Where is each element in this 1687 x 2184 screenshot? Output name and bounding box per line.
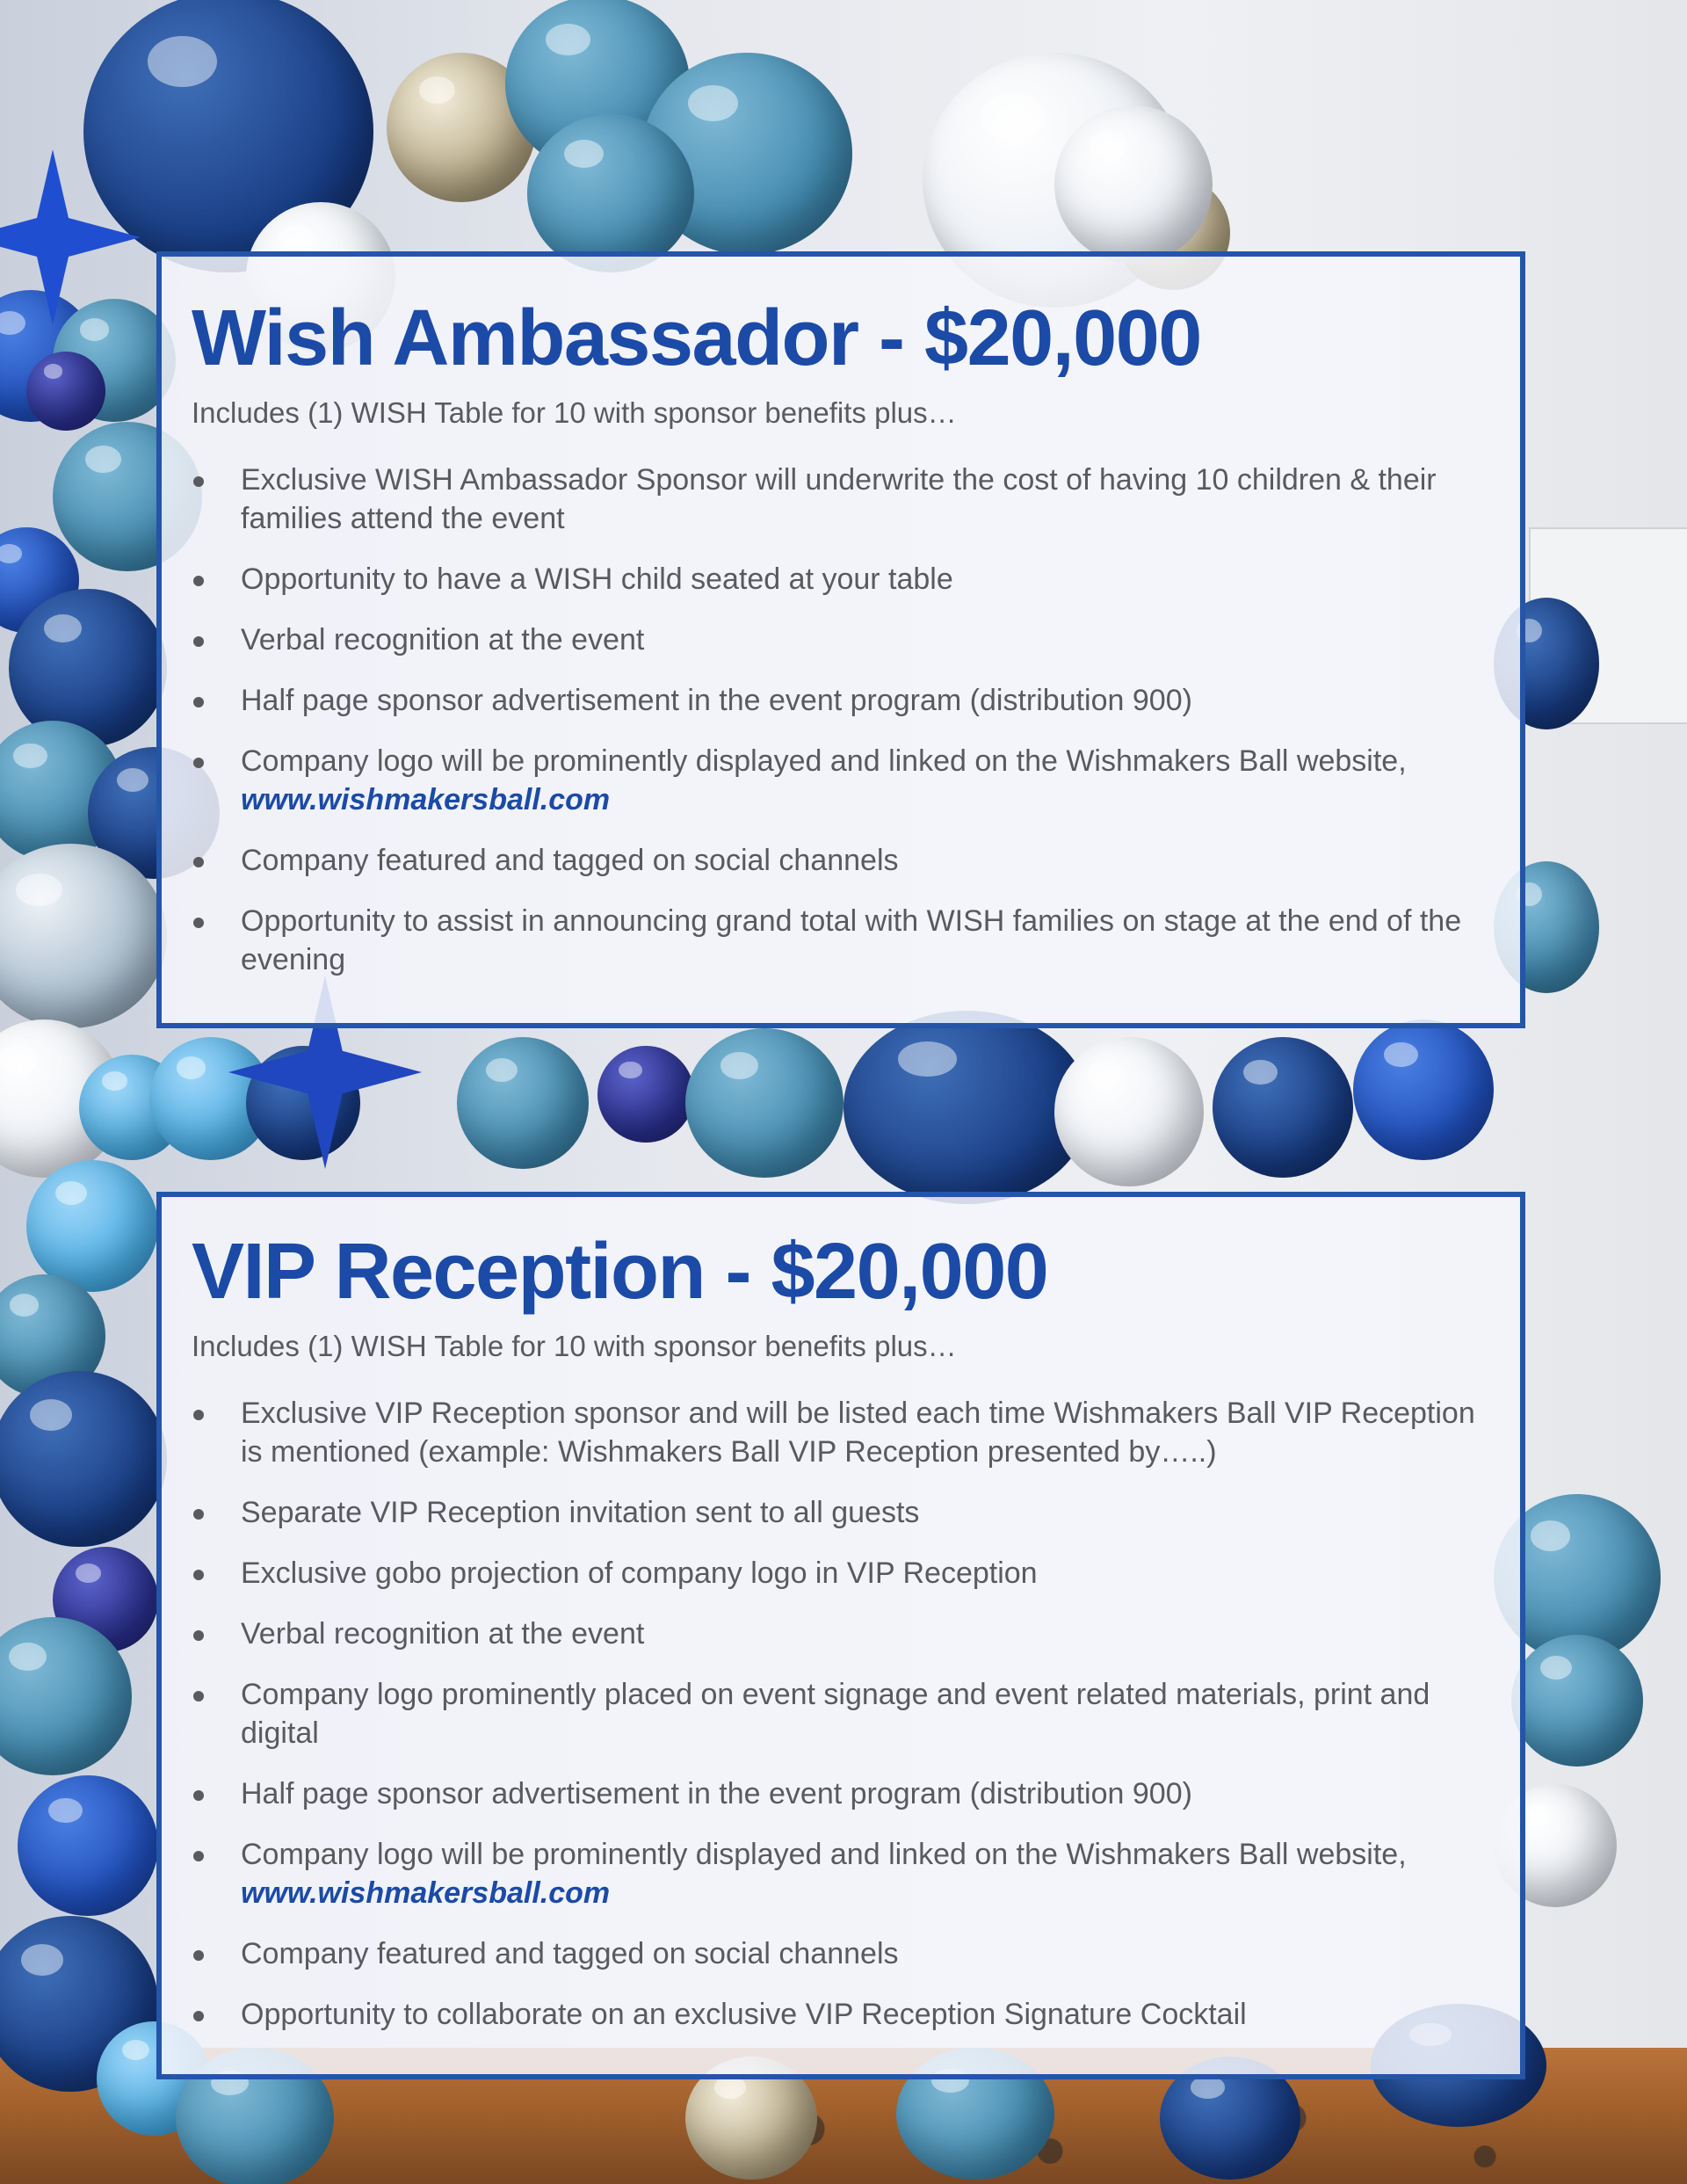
balloon bbox=[457, 1037, 589, 1169]
bullet-icon bbox=[193, 1691, 204, 1701]
benefit-item bbox=[192, 681, 1487, 720]
sponsorship-card-wish-ambassador bbox=[156, 251, 1525, 1028]
benefit-item bbox=[192, 1614, 1487, 1653]
benefit-item bbox=[192, 461, 1487, 538]
benefit-item bbox=[192, 620, 1487, 659]
bullet-icon bbox=[193, 697, 204, 707]
benefit-text: Exclusive gobo projection of company logo in VIP Reception bbox=[241, 1556, 1038, 1590]
website-link[interactable]: www.wishmakersball.com bbox=[241, 1876, 611, 1910]
bullet-icon bbox=[193, 476, 204, 487]
benefit-item bbox=[192, 1394, 1487, 1471]
benefit-text: Opportunity to have a WISH child seated at your table bbox=[241, 562, 953, 596]
bullet-icon bbox=[193, 2011, 204, 2021]
benefit-text: Exclusive WISH Ambassador Sponsor will underwrite the cost of having 10 children & their families attend the event bbox=[241, 462, 1437, 535]
benefit-item bbox=[192, 742, 1487, 819]
card-title: Wish Ambassador - $20,000 bbox=[192, 294, 1201, 382]
benefit-item bbox=[192, 1493, 1487, 1532]
card-title: VIP Reception - $20,000 bbox=[192, 1228, 1048, 1316]
benefits-list bbox=[192, 461, 1487, 979]
balloon bbox=[527, 114, 694, 272]
benefit-item bbox=[192, 1675, 1487, 1752]
bullet-icon bbox=[193, 1570, 204, 1580]
benefit-item bbox=[192, 902, 1487, 979]
benefit-text: Separate VIP Reception invitation sent to all guests bbox=[241, 1495, 920, 1529]
balloon bbox=[685, 1028, 844, 1178]
balloon bbox=[26, 352, 105, 431]
benefit-item bbox=[192, 841, 1487, 880]
benefit-text: Company logo prominently placed on event signage and event related materials, print and digital bbox=[241, 1677, 1430, 1750]
balloon bbox=[1213, 1037, 1353, 1178]
bullet-icon bbox=[193, 576, 204, 586]
balloon bbox=[1353, 1019, 1494, 1160]
star-decoration-icon bbox=[0, 149, 141, 325]
card-intro: Includes (1) WISH Table for 10 with sponsor benefits plus… bbox=[192, 396, 957, 429]
balloon bbox=[1054, 1037, 1204, 1186]
benefit-text: Opportunity to collaborate on an exclusive VIP Reception Signature Cocktail bbox=[241, 1997, 1247, 2031]
bullet-icon bbox=[193, 1851, 204, 1861]
bullet-icon bbox=[193, 758, 204, 768]
benefit-item bbox=[192, 1774, 1487, 1813]
bullet-icon bbox=[193, 1410, 204, 1420]
benefit-text: Company featured and tagged on social channels bbox=[241, 1936, 899, 1970]
benefits-list bbox=[192, 1394, 1487, 2034]
bullet-icon bbox=[193, 857, 204, 867]
bullet-icon bbox=[193, 636, 204, 647]
benefit-text: Company logo will be prominently displayed and linked on the Wishmakers Ball website, bbox=[241, 1837, 1407, 1871]
balloon bbox=[18, 1775, 158, 1916]
benefit-text: Company logo will be prominently displayed and linked on the Wishmakers Ball website, bbox=[241, 744, 1407, 778]
bullet-icon bbox=[193, 1790, 204, 1801]
benefit-item bbox=[192, 1934, 1487, 1973]
sponsorship-card-vip-reception bbox=[156, 1192, 1525, 2079]
bullet-icon bbox=[193, 918, 204, 928]
benefit-item bbox=[192, 1995, 1487, 2034]
balloon bbox=[26, 1160, 158, 1292]
benefit-text: Exclusive VIP Reception sponsor and will be listed each time Wishmakers Ball VIP Reception is mentioned (example: Wishmakers Ball VIP Reception presented by…..) bbox=[241, 1396, 1475, 1469]
bullet-icon bbox=[193, 1950, 204, 1961]
balloon bbox=[844, 1011, 1090, 1204]
bullet-icon bbox=[193, 1509, 204, 1520]
benefit-text: Half page sponsor advertisement in the event program (distribution 900) bbox=[241, 1776, 1192, 1810]
benefit-text: Half page sponsor advertisement in the event program (distribution 900) bbox=[241, 683, 1192, 717]
benefit-text: Company featured and tagged on social channels bbox=[241, 843, 899, 877]
benefit-text: Opportunity to assist in announcing grand total with WISH families on stage at the end of the evening bbox=[241, 903, 1462, 976]
benefit-text: Verbal recognition at the event bbox=[241, 622, 645, 657]
benefit-item bbox=[192, 1554, 1487, 1593]
benefit-item bbox=[192, 1835, 1487, 1912]
benefit-text: Verbal recognition at the event bbox=[241, 1616, 645, 1651]
bullet-icon bbox=[193, 1630, 204, 1641]
balloon bbox=[1054, 105, 1213, 264]
balloon bbox=[1511, 1635, 1643, 1767]
benefit-item bbox=[192, 560, 1487, 599]
card-intro: Includes (1) WISH Table for 10 with sponsor benefits plus… bbox=[192, 1330, 957, 1362]
balloon bbox=[597, 1046, 694, 1143]
website-link[interactable]: www.wishmakersball.com bbox=[241, 782, 611, 816]
